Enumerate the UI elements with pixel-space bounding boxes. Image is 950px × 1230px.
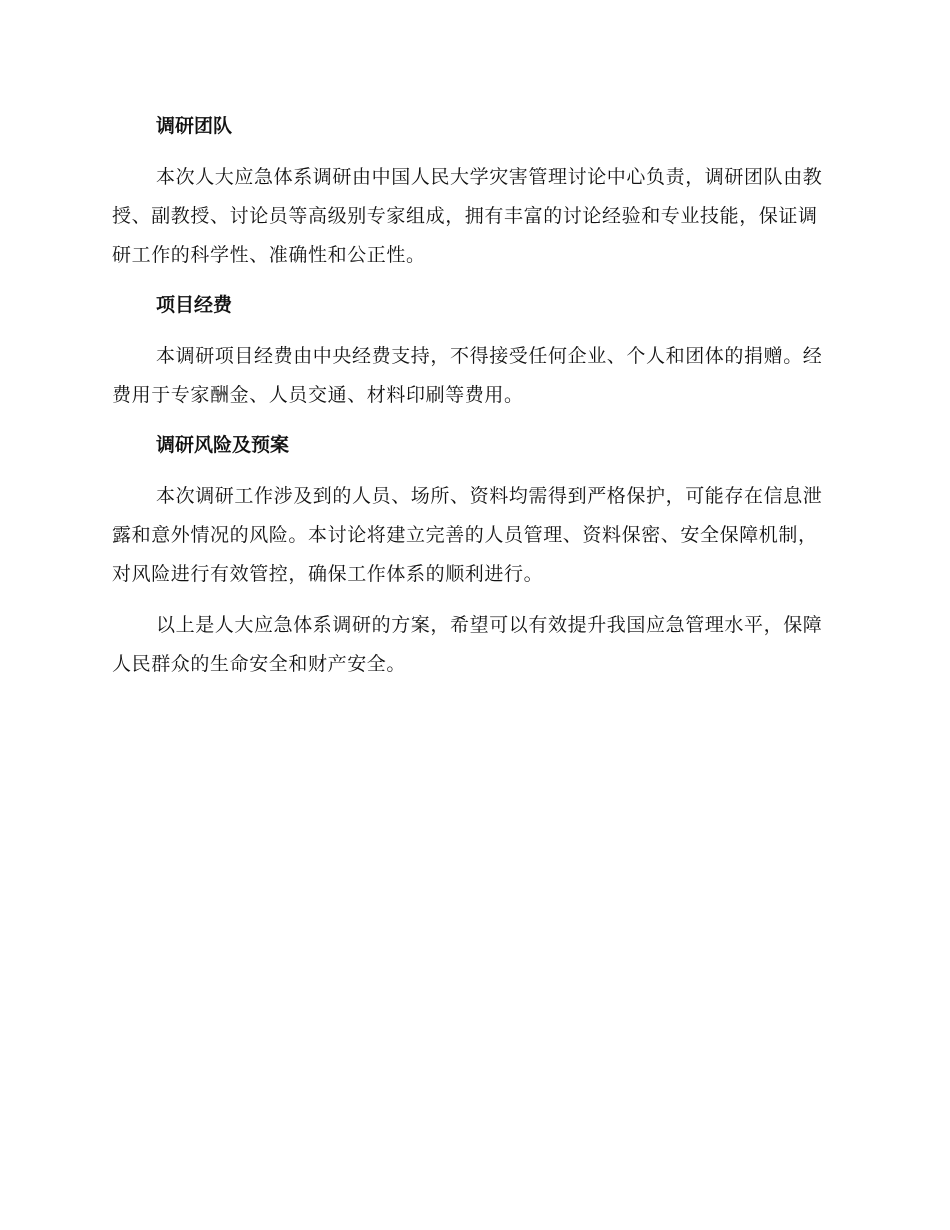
section-team [112,108,830,275]
section-heading: 调研团队 [156,115,233,137]
document-page [112,108,830,696]
section-paragraph: 本次调研工作涉及到的人员、场所、资料均需得到严格保护，可能存在信息泄露和意外情况的风险。本讨论将建立完善的人员管理、资料保密、安全保障机制，对风险进行有效管控，确保工作体系的顺利进行。 [112,485,823,585]
closing-paragraph: 以上是人大应急体系调研的方案，希望可以有效提升我国应急管理水平，保障人民群众的生命安全和财产安全。 [112,614,823,675]
section-funding [112,287,830,415]
section-heading: 调研风险及预案 [156,434,290,456]
section-risk [112,427,830,594]
section-heading: 项目经费 [156,294,233,316]
section-paragraph: 本次人大应急体系调研由中国人民大学灾害管理讨论中心负责，调研团队由教授、副教授、讨论员等高级别专家组成，拥有丰富的讨论经验和专业技能，保证调研工作的科学性、准确性和公正性。 [112,166,823,266]
section-paragraph: 本调研项目经费由中央经费支持，不得接受任何企业、个人和团体的捐赠。经费用于专家酬金、人员交通、材料印刷等费用。 [112,345,823,406]
